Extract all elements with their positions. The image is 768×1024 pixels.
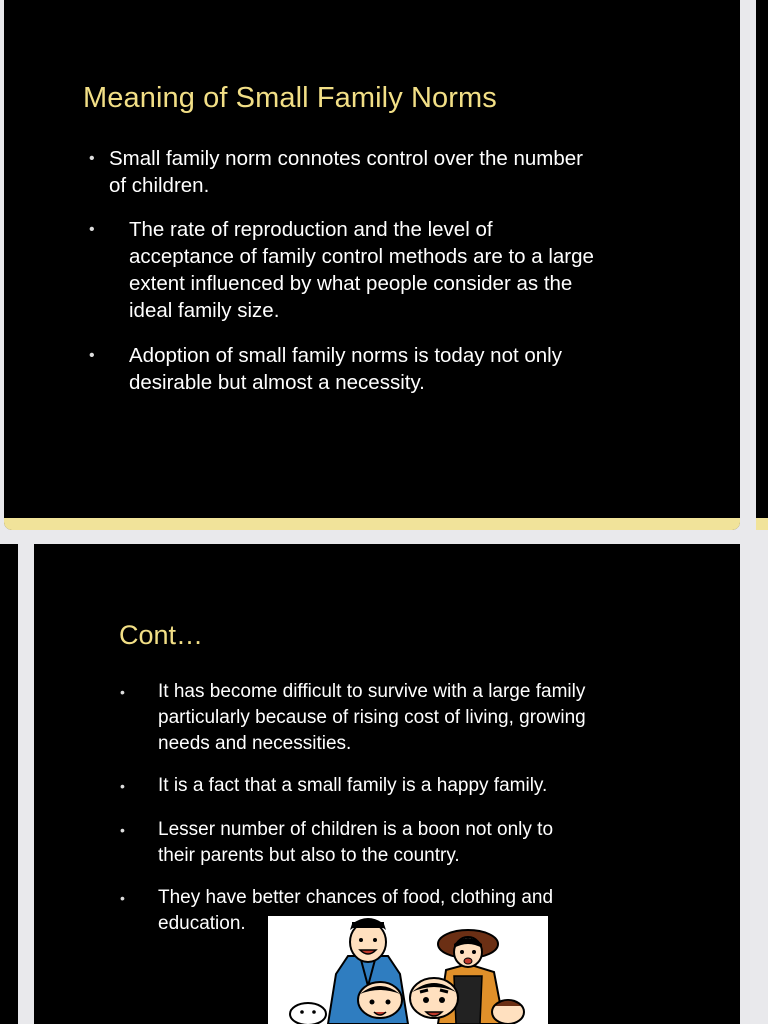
slide-2-bullet-2 xyxy=(120,773,548,799)
bullet-dot-icon: • xyxy=(120,684,125,700)
slide-1-accent-bar xyxy=(4,518,740,530)
slide-1-title: Meaning of Small Family Norms xyxy=(83,82,497,114)
slide-1-bullet-3 xyxy=(89,342,562,396)
bullet-line: of children. xyxy=(109,174,210,197)
slide-1-bullet-2 xyxy=(89,216,594,324)
bullet-line: The rate of reproduction and the level of xyxy=(129,218,493,241)
bullet-line: needs and necessities. xyxy=(158,733,352,754)
family-cartoon-illustration xyxy=(268,916,548,1024)
bullet-line: Small family norm connotes control over the number xyxy=(109,147,583,170)
bullet-line: their parents but also to the country. xyxy=(158,845,460,866)
bullet-line: education. xyxy=(158,913,246,934)
bullet-line: acceptance of family control methods are to a large xyxy=(129,245,594,268)
next-slide-edge xyxy=(756,0,768,522)
bullet-dot-icon: • xyxy=(89,150,95,167)
bullet-dot-icon: • xyxy=(120,822,125,838)
bullet-line: They have better chances of food, clothing and xyxy=(158,887,554,908)
previous-slide-edge xyxy=(0,544,18,1024)
bullet-line: desirable but almost a necessity. xyxy=(129,371,425,394)
family-cartoon-icon xyxy=(268,916,548,1024)
bullet-dot-icon: • xyxy=(89,221,95,238)
bullet-line: It is a fact that a small family is a happy family. xyxy=(158,775,548,796)
bullet-line: Lesser number of children is a boon not only to xyxy=(158,819,554,840)
slide-2-bullet-1 xyxy=(120,679,586,757)
slide-1-bullet-1 xyxy=(89,145,583,199)
slide-2-title: Cont… xyxy=(119,620,204,650)
bullet-line: extent influenced by what people consider as the xyxy=(129,272,573,295)
bullet-dot-icon: • xyxy=(120,890,125,906)
bullet-line: It has become difficult to survive with a large family xyxy=(158,681,586,702)
bullet-line: particularly because of rising cost of living, growing xyxy=(158,707,586,728)
slide-2-bullet-3 xyxy=(120,817,554,869)
bullet-line: Adoption of small family norms is today not only xyxy=(129,344,562,367)
next-slide-accent-bar xyxy=(756,518,768,530)
bullet-line: ideal family size. xyxy=(129,299,280,322)
bullet-dot-icon: • xyxy=(120,778,125,794)
bullet-dot-icon: • xyxy=(89,347,95,364)
